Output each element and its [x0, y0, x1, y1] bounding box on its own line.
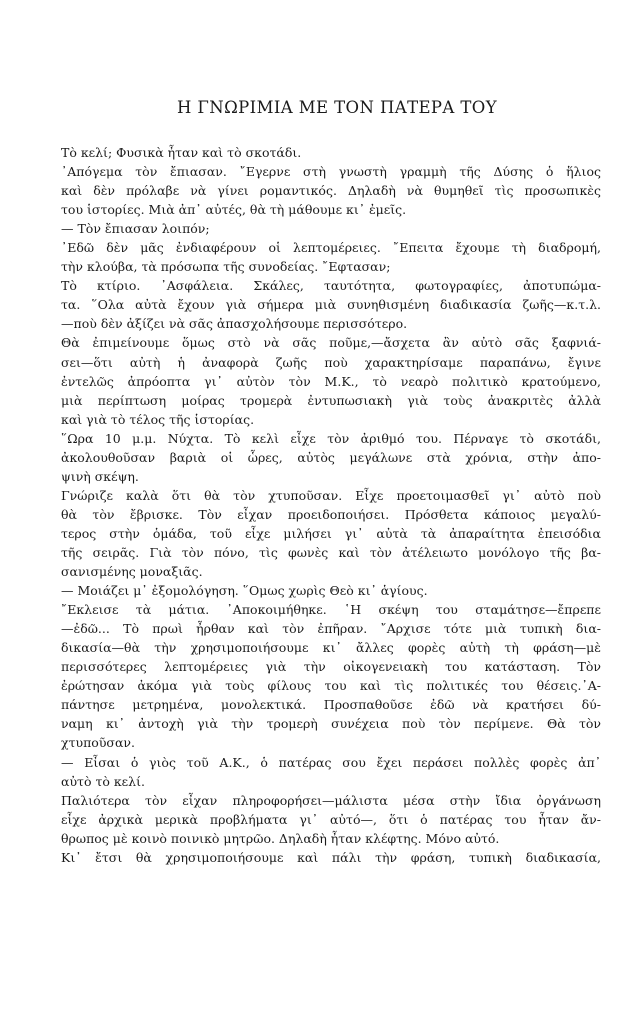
text-line: του ἱστορίες. Μιὰ ἀπ᾽ αὐτές, θὰ τὴ μάθουμε κι᾽ ἐμεῖς.: [61, 202, 407, 218]
text-line: τῆς σειρᾶς. Γιὰ τὸν πόνο, τὶς φωνὲς καὶ τὸν ἀτέλειωτο μονόλογο τῆς βα-: [61, 544, 601, 560]
text-line: Γνώριζε καλὰ ὅτι θὰ τὸν χτυποῦσαν. Εἶχε προετοιμασθεῖ γι᾽ αὐτὸ ποὺ: [61, 487, 601, 503]
text-line: ῎Εκλεισε τὰ μάτια. ᾽Αποκοιμήθηκε. ῾Η σκέψη του σταμάτησε—ἔπρεπε: [61, 602, 601, 618]
text-line: —ἐδῶ... Τὸ πρωὶ ἦρθαν καὶ τὸν ἐπῆραν. ῎Αρχισε τότε μιὰ τυπικὴ δια-: [61, 621, 601, 637]
text-line: ᾽Εδῶ δὲν μᾶς ἐνδιαφέρουν οἱ λεπτομέρειες. ῎Επειτα ἔχουμε τὴ διαδρομή,: [61, 240, 601, 256]
text-line: πάντησε μετρημένα, μονολεκτικά. Προσπαθοῦσε ἐδῶ νὰ κρατήσει δύ-: [61, 697, 601, 713]
text-line: Τὸ κτίριο. ᾽Ασφάλεια. Σκάλες, ταυτότητα, φωτογραφίες, ἀποτυπώμα-: [61, 278, 601, 294]
chapter-body: [61, 143, 601, 867]
text-line: — Τὸν ἔπιασαν λοιπόν;: [61, 221, 210, 237]
text-line: καὶ δὲν πρόλαβε νὰ γίνει ρομαντικός. Δηλαδὴ νὰ θυμηθεῖ τὶς προσωπικὲς: [61, 183, 601, 199]
text-line: ἐρώτησαν ἀκόμα γιὰ τοὺς φίλους του καὶ τὶς πολιτικές του θέσεις.᾽Α-: [61, 678, 601, 694]
text-line: ναμη κι᾽ ἀντοχὴ γιὰ τὴν τρομερὴ συνέχεια ποὺ τὸν περίμενε. Θὰ τὸν: [61, 716, 601, 732]
text-line: ψινὴ σκέψη.: [61, 468, 139, 484]
text-line: τὴν κλούβα, τὰ πρόσωπα τῆς συνοδείας. ῎Εφτασαν;: [61, 259, 391, 275]
text-line: καὶ γιὰ τὸ τέλος τῆς ἱστορίας.: [61, 411, 255, 427]
text-line: Τὸ κελί; Φυσικὰ ἦταν καὶ τὸ σκοτάδι.: [61, 145, 302, 160]
text-line: εἶχε ἀρχικὰ μερικὰ προβλήματα γι᾽ αὐτό—, ὅτι ὁ πατέρας του ἦταν ἄν-: [61, 811, 601, 827]
text-line: αὐτὸ τὸ κελί.: [61, 773, 145, 789]
text-line: — Μοιάζει μ᾽ ἐξομολόγηση. ῞Ομως χωρὶς Θεὸ κι᾽ ἁγίους.: [61, 583, 428, 599]
text-line: Κι᾽ ἔτσι θὰ χρησιμοποιήσουμε καὶ πάλι τὴν φράση, τυπικὴ διαδικασία,: [61, 849, 601, 865]
text-line: τερος στὴν ὁμάδα, τοῦ εἶχε μιλήσει γι᾽ αὐτὰ τὰ ἀπαραίτητα ἐπεισόδια: [61, 525, 601, 541]
text-line: ἐντελῶς ἀπρόοπτα γι᾽ αὐτὸν τὸν Μ.Κ., τὸ νεαρὸ πολιτικὸ κρατούμενο,: [61, 373, 601, 389]
chapter-title: Η ΓΝΩΡΙΜΙΑ ΜΕ ΤΟΝ ΠΑΤΕΡΑ ΤΟΥ: [176, 98, 498, 117]
text-line: ᾽Απόγεμα τὸν ἔπιασαν. ῎Εγερνε στὴ γνωστὴ γραμμὴ τῆς Δύσης ὁ ἥλιος: [61, 164, 601, 180]
text-line: — Εἶσαι ὁ γιὸς τοῦ Α.Κ., ὁ πατέρας σου ἔχει περάσει πολλὲς φορὲς ἀπ᾽: [61, 754, 601, 770]
text-line: ἀκολουθοῦσαν βαριὰ οἱ ὧρες, αὐτὸς μεγάλωνε στὰ χρόνια, στὴν ἀπο-: [61, 449, 601, 465]
text-line: περισσότερες λεπτομέρειες γιὰ τὴν οἰκογενειακὴ του κατάσταση. Τὸν: [61, 659, 601, 675]
text-line: Παλιότερα τὸν εἶχαν πληροφορήσει—μάλιστα μέσα στὴν ἴδια ὀργάνωση: [61, 792, 601, 808]
text-line: ῞Ωρα 10 μ.μ. Νύχτα. Τὸ κελὶ εἶχε τὸν ἀριθμό του. Πέρναγε τὸ σκοτάδι,: [61, 430, 601, 446]
text-line: θρωπος μὲ κοινὸ ποινικὸ μητρῶο. Δηλαδὴ ἦταν κλέφτης. Μόνο αὐτό.: [61, 830, 500, 846]
text-line: —ποὺ δὲν ἀξίζει νὰ σᾶς ἀπασχολήσουμε περισσότερο.: [61, 316, 408, 332]
text-line: σανισμένης μοναξιᾶς.: [61, 564, 203, 580]
text-line: χτυποῦσαν.: [61, 735, 135, 751]
text-line: δικασία—θὰ τὴν χρησιμοποιήσουμε κι᾽ ἄλλες φορὲς αὐτὴ τὴ φράση—μὲ: [61, 640, 601, 656]
text-line: τα. ῞Ολα αὐτὰ ἔχουν γιὰ σήμερα μιὰ συνηθισμένη διαδικασία ζωῆς—κ.τ.λ.: [61, 297, 601, 313]
text-line: θὰ τὸν ἔβρισκε. Τὸν εἶχαν προειδοποιήσει. Πρόσθετα κάποιος μεγαλύ-: [61, 506, 601, 522]
text-line: Θὰ ἐπιμείνουμε ὅμως στὸ νὰ σᾶς ποῦμε,—ἄσχετα ἂν αὐτὸ σᾶς ξαφνιά-: [61, 335, 601, 351]
text-line: μιὰ περίπτωση μοίρας τρομερὰ ἐντυπωσιακὴ γιὰ τοὺς ἀνακριτὲς ἀλλὰ: [61, 392, 601, 408]
text-line: σει—ὅτι αὐτὴ ἡ ἀναφορὰ ζωῆς ποὺ χαρακτηρίσαμε παραπάνω, ἔγινε: [61, 354, 601, 370]
